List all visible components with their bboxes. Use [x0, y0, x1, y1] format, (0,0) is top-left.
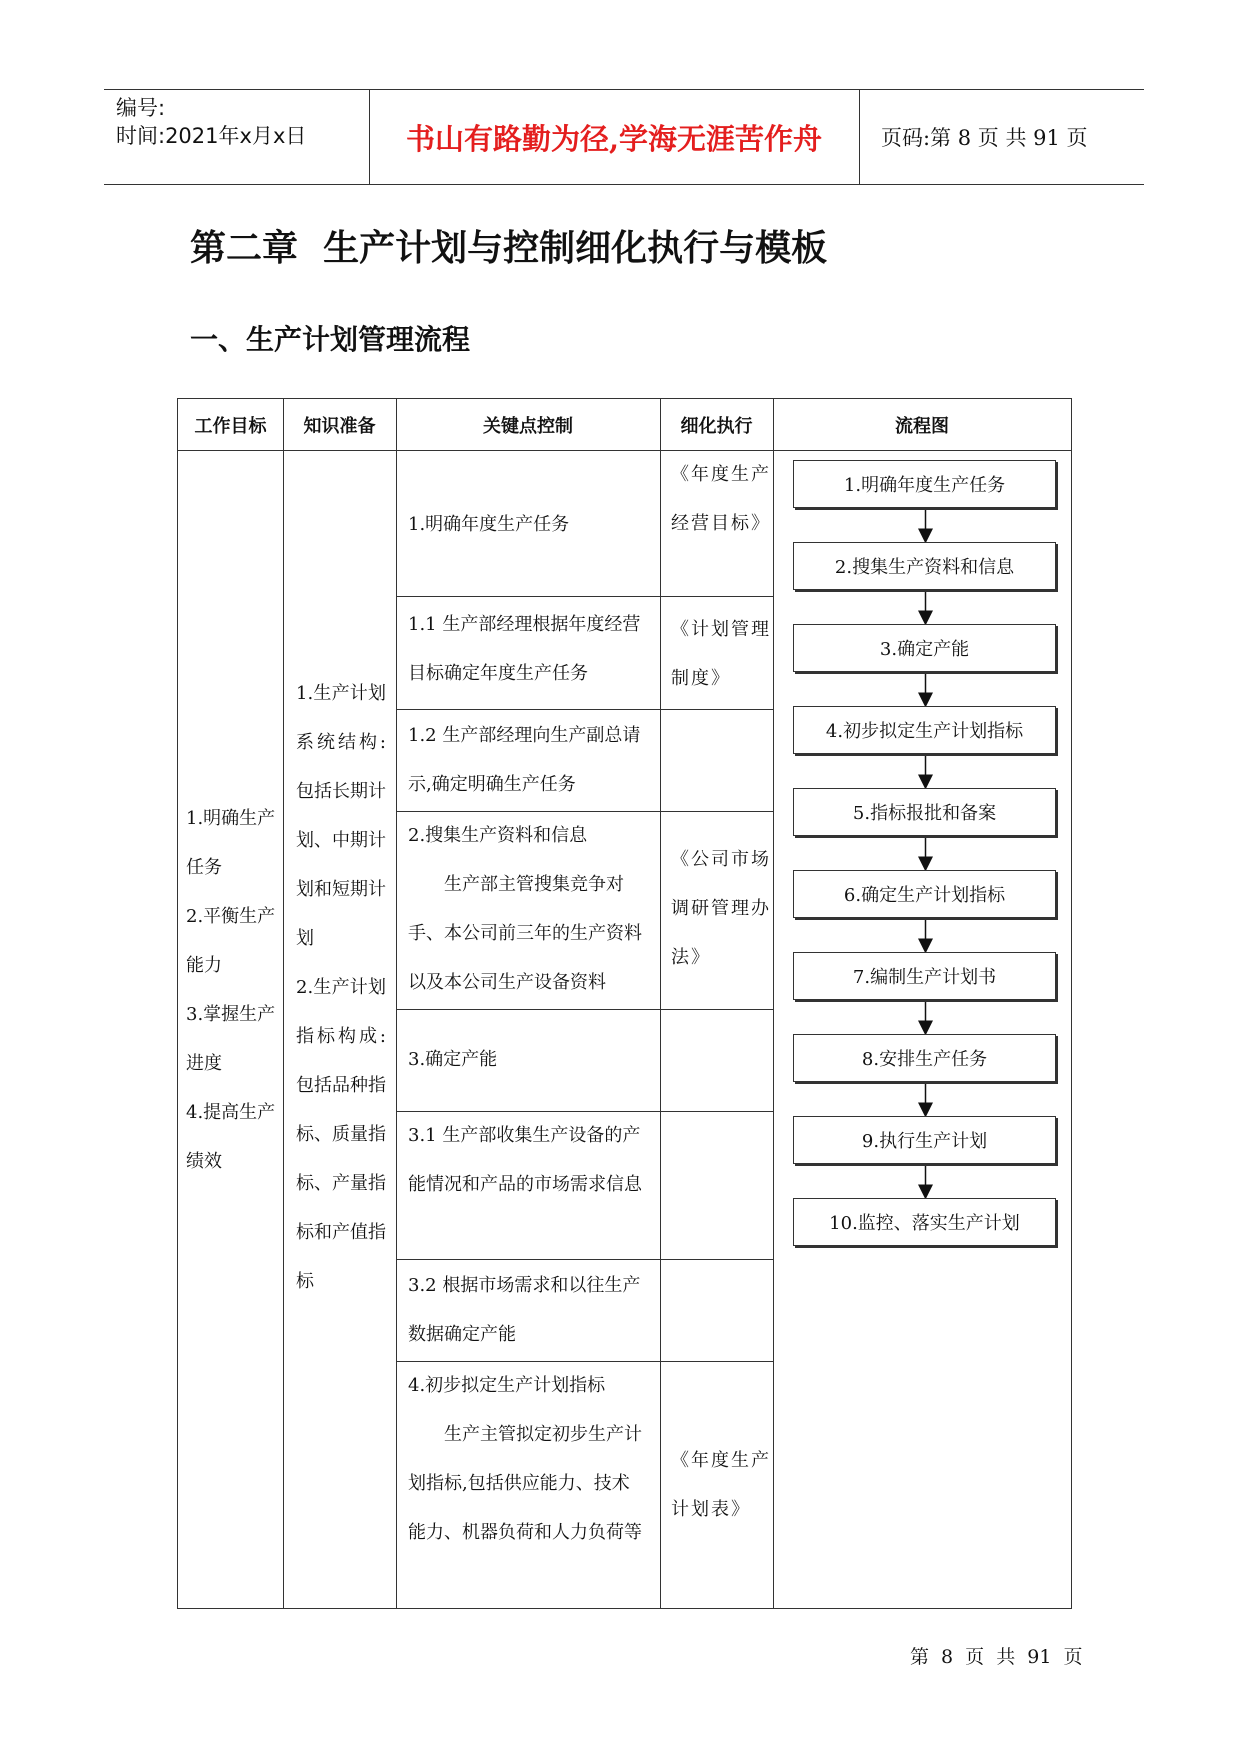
knowledge-item: 1.生产计划系统结构:包括长期计划、中期计划和短期计划 [296, 683, 386, 949]
header-work-goal: 工作目标 [194, 415, 267, 437]
key-point-title: 4.初步拟定生产计划指标 [408, 1375, 606, 1396]
key-point-cell [398, 1361, 648, 1557]
row-divider [396, 1009, 773, 1010]
flow-step: 8.安排生产任务 [793, 1034, 1056, 1082]
header-page-info: 页码:第 8 页 共 91 页 [881, 126, 1088, 150]
key-point-title: 3.1 生产部收集生产设备的产能情况和产品的市场需求信息 [408, 1125, 642, 1195]
knowledge-list [296, 669, 386, 1306]
page-header [104, 89, 1144, 185]
execution-cell: 《计划管理制度》 [671, 619, 771, 689]
header-row-divider [178, 450, 1071, 451]
row-divider [396, 596, 773, 597]
flow-step: 4.初步拟定生产计划指标 [793, 706, 1056, 754]
section-title: 一、生产计划管理流程 [190, 323, 471, 356]
key-point-body: 生产主管拟定初步生产计划指标,包括供应能力、技术能力、机器负荷和人力负荷等 [408, 1424, 642, 1543]
key-point-title: 2.搜集生产资料和信息 [408, 825, 588, 846]
flow-step: 7.编制生产计划书 [793, 952, 1056, 1000]
row-divider [396, 1259, 773, 1260]
goal-item: 2.平衡生产能力 [186, 906, 276, 976]
header-divider [859, 90, 860, 184]
number-label: 编号: [116, 96, 166, 120]
column-divider [283, 399, 284, 1608]
chapter-title: 第二章 生产计划与控制细化执行与模板 [190, 228, 828, 269]
flow-step: 9.执行生产计划 [793, 1116, 1056, 1164]
header-knowledge: 知识准备 [303, 415, 376, 437]
goal-item: 1.明确生产任务 [186, 808, 276, 878]
key-point-cell [398, 600, 648, 698]
key-point-title: 1.2 生产部经理向生产副总请示,确定明确生产任务 [408, 725, 641, 795]
flow-step: 1.明确年度生产任务 [793, 460, 1056, 508]
time-label: 时间:2021年x月x日 [116, 124, 307, 148]
column-divider [660, 399, 661, 1608]
header-motto: 书山有路勤为径,学海无涯苦作舟 [405, 121, 823, 156]
goal-list [186, 794, 281, 1186]
key-point-body: 生产部主管搜集竞争对手、本公司前三年的生产资料以及本公司生产设备资料 [408, 874, 642, 993]
key-point-cell [398, 711, 648, 809]
key-point-cell [398, 500, 648, 549]
key-point-cell [398, 1035, 648, 1084]
key-point-cell [398, 811, 648, 1007]
key-point-title: 3.2 根据市场需求和以往生产数据确定产能 [408, 1275, 641, 1345]
key-point-title: 1.明确年度生产任务 [408, 514, 570, 535]
header-flowchart: 流程图 [895, 415, 949, 437]
flow-step: 5.指标报批和备案 [793, 788, 1056, 836]
execution-cell: 《年度生产经营目标》 [671, 464, 771, 534]
column-divider [396, 399, 397, 1608]
header-left [116, 94, 306, 150]
header-key-points: 关键点控制 [483, 415, 573, 437]
flow-step: 10.监控、落实生产计划 [793, 1198, 1056, 1246]
execution-cell: 《年度生产计划表》 [671, 1450, 771, 1520]
flow-step: 3.确定产能 [793, 624, 1056, 672]
goal-item: 3.掌握生产进度 [186, 1004, 276, 1074]
key-point-cell [398, 1111, 648, 1209]
goal-item: 4.提高生产绩效 [186, 1102, 276, 1172]
flow-step: 6.确定生产计划指标 [793, 870, 1056, 918]
knowledge-item: 2.生产计划指标构成:包括品种指标、质量指标、产量指标和产值指标 [296, 977, 386, 1292]
key-point-title: 1.1 生产部经理根据年度经营目标确定年度生产任务 [408, 614, 641, 684]
header-execution: 细化执行 [680, 415, 753, 437]
key-point-cell [398, 1261, 648, 1359]
column-divider [773, 399, 774, 1608]
row-divider [396, 709, 773, 710]
execution-cell: 《公司市场调研管理办法》 [671, 849, 771, 968]
key-point-title: 3.确定产能 [408, 1049, 498, 1070]
page-footer: 第 8 页 共 91 页 [910, 1646, 1083, 1668]
flow-step: 2.搜集生产资料和信息 [793, 542, 1056, 590]
